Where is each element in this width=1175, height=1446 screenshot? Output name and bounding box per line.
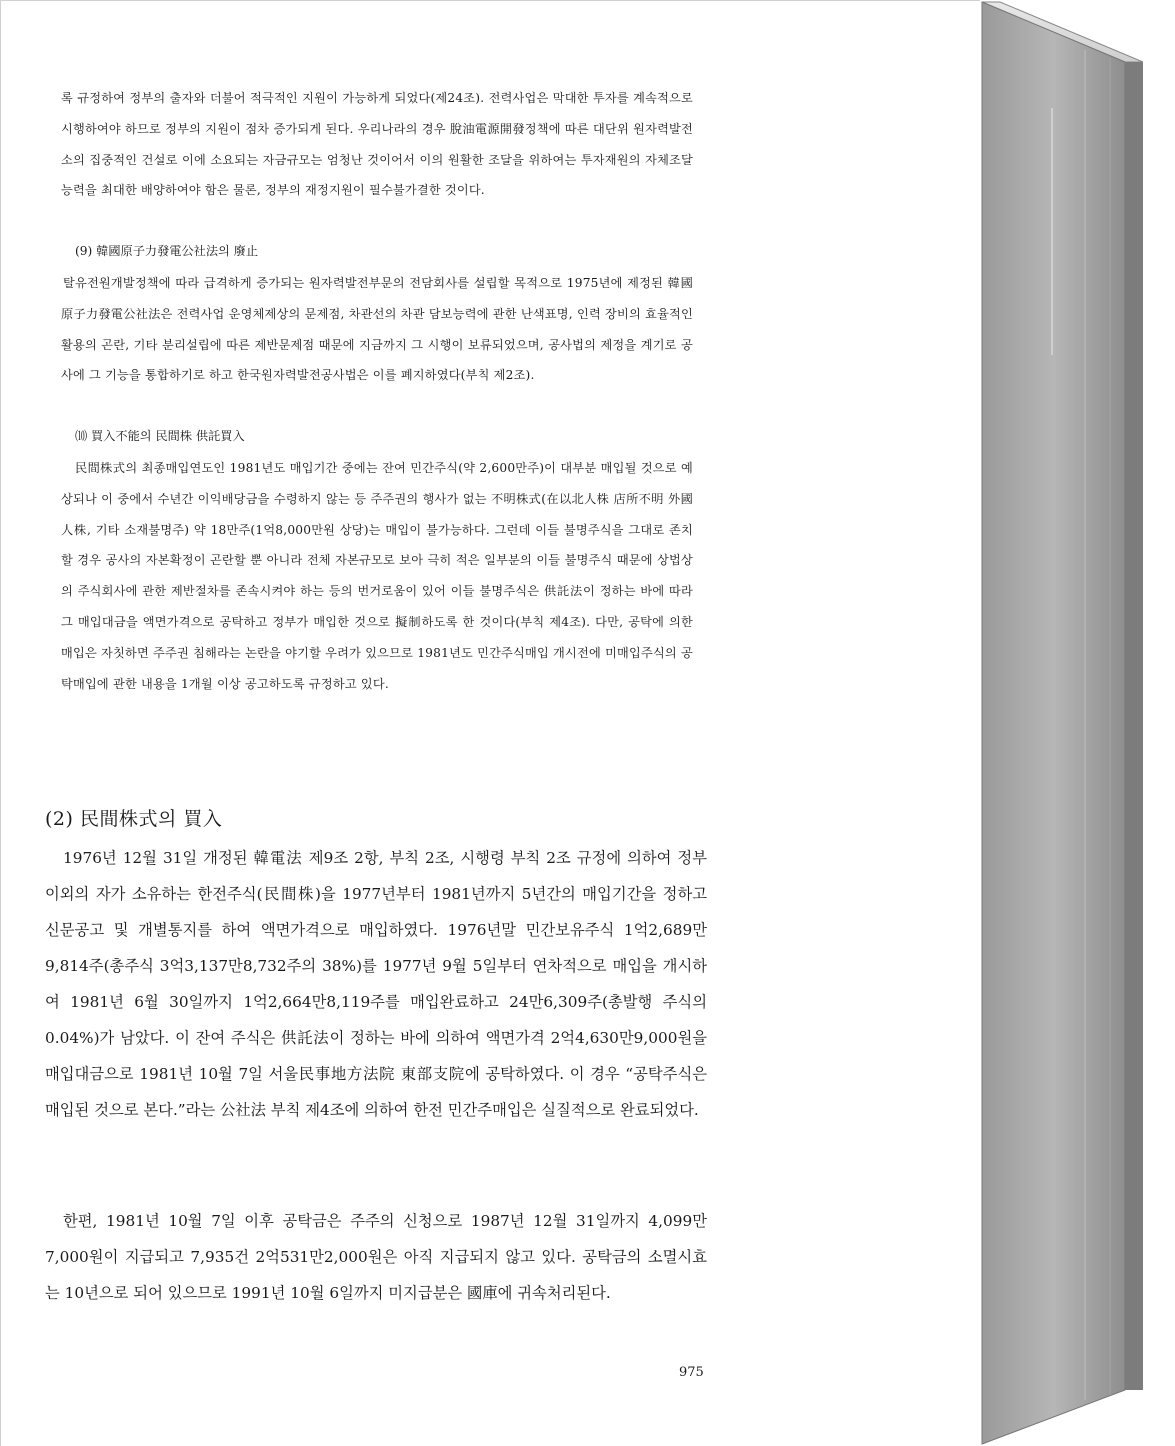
body-paragraph: 록 규정하여 정부의 출자와 더불어 적극적인 지원이 가능하게 되었다(제24조). 전력사업은 막대한 투자를 계속적으로 시행하여야 하므로 정부의 지원이 점차 증가되게 된다. 우리나라의 경우 脫油電源開發정책에 따른 대단위 원자력발전소의 집중적인 건설로 이에 소요되는 자금규모는 엄청난 것이어서 이의 원활한 조달을 위하여는 투자재원의 자체조달능력을 최대한 배양하여야 함은 물론, 정부의 재정지원이 필수불가결한 것이다. (61, 91, 693, 198)
section-heading: (2) 民間株式의 買入 (45, 808, 223, 830)
page-number: 975 (679, 1365, 704, 1380)
subsection-heading: (9) 韓國原子力發電公社法의 廢止 (75, 244, 259, 258)
subsection-heading: ⑽ 買入不能의 民間株 供託買入 (75, 429, 245, 443)
body-paragraph: 1976년 12월 31일 개정된 韓電法 제9조 2항, 부칙 2조, 시행령 부칙 2조 규정에 의하여 정부 이외의 자가 소유하는 한전주식(民間株)을 1977년부터 1981년까지 5년간의 매입기간을 정하고 신문공고 및 개별통지를 하여 액면가격으로 매입하였다. 1976년말 민간보유주식 1억2,689만9,814주(총주식 3억3,137만8,732주의 38%)를 1977년 9월 5일부터 연차적으로 매입을 개시하여 1981년 6월 30일까지 1억2,664만8,119주를 매입완료하고 24만6,309주(총발행 주식의 0.04%)가 남았다. 이 잔여 주식은 供託法이 정하는 바에 의하여 액면가격 2억4,630만9,000원을 매입대금으로 1981년 10월 7일 서울民事地方法院 東部支院에 공탁하였다. 이 경우 “공탁주식은 매입된 것으로 본다.”라는 公社法 부칙 제4조에 의하여 한전 민간주매입은 실질적으로 완료되었다. (45, 849, 707, 1119)
body-paragraph: 民間株式의 최종매입연도인 1981년도 매입기간 중에는 잔여 민간주식(약 2,600만주)이 대부분 매입될 것으로 예상되나 이 중에서 수년간 이익배당금을 수령하지 않는 등 주주권의 행사가 없는 不明株式(在以北人株 店所不明 外國人株, 기타 소재불명주) 약 18만주(1억8,000만원 상당)는 매입이 불가능하다. 그런데 이들 불명주식을 그대로 존치할 경우 공사의 자본확정이 곤란할 뿐 아니라 전체 자본규모로 보아 극히 적은 일부분의 이들 불명주식 때문에 상법상의 주식회사에 관한 제반절차를 존속시켜야 하는 등의 번거로움이 있어 이들 불명주식은 供託法이 정하는 바에 따라 그 매입대금을 액면가격으로 공탁하고 정부가 매입한 것으로 擬制하도록 한 것이다(부칙 제4조). 다만, 공탁에 의한 매입은 자칫하면 주주권 침해라는 논란을 야기할 우려가 있으므로 1981년도 민간주식매입 개시전에 미매입주식의 공탁매입에 관한 내용을 1개월 이상 공고하도록 규정하고 있다. (61, 461, 693, 691)
body-paragraph: 탈유전원개발정책에 따라 급격하게 증가되는 원자력발전부문의 전담회사를 설립할 목적으로 1975년에 제정된 韓國原子力發電公社法은 전력사업 운영체제상의 문제점, 차관선의 차관 담보능력에 관한 난색표명, 인력 장비의 효율적인 활용의 곤란, 기타 분리설립에 따른 제반문제점 때문에 지금까지 그 시행이 보류되었으며, 공사법의 제정을 계기로 공사에 그 기능을 통합하기로 하고 한국원자력발전공사법은 이를 폐지하였다(부칙 제2조). (61, 276, 693, 383)
body-paragraph: 한편, 1981년 10월 7일 이후 공탁금은 주주의 신청으로 1987년 12월 31일까지 4,099만7,000원이 지급되고 7,935건 2억531만2,000원은 아직 지급되지 않고 있다. 공탁금의 소멸시효는 10년으로 되어 있으므로 1991년 10월 6일까지 미지급분은 國庫에 귀속처리된다. (45, 1212, 707, 1302)
book-stack-edge (980, 0, 1175, 1446)
